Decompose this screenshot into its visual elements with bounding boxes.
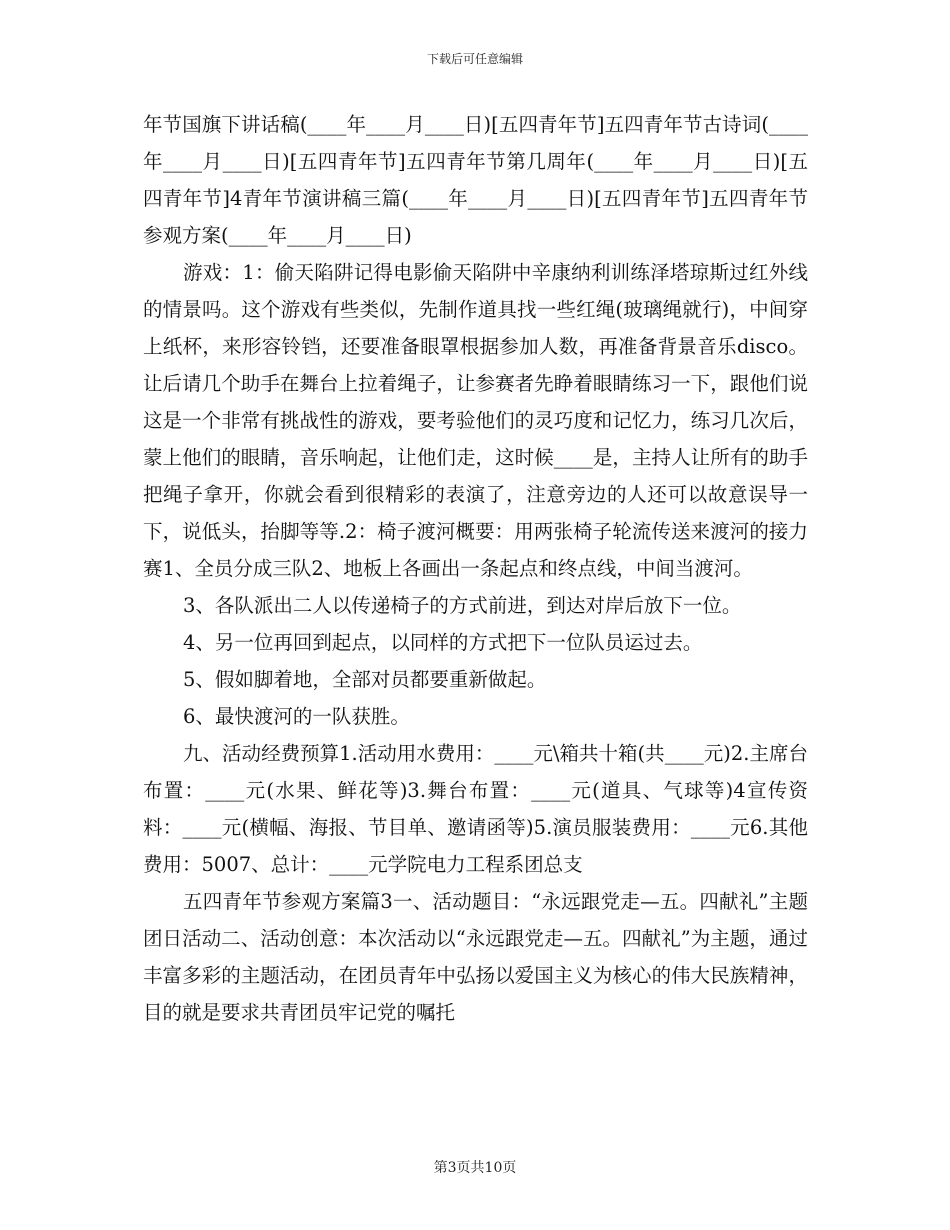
page-footer: 第3页共10页 (433, 1160, 517, 1176)
paragraph-title-list: 年节国旗下讲话稿(____年____月____日)[五四青年节]五四青年节古诗词(____年____月____日)[五四青年节]五四青年节第几周年(____年____月____日)[五四青年节]4青年节演讲稿三篇(____年____月____日)[五四青年节]五四青年节参观方案(____年____月____日) (143, 113, 808, 247)
page-header: 下载后可任意编辑 (426, 52, 523, 66)
paragraph-plan-3: 五四青年节参观方案篇3一、活动题目：“永远跟党走—五。四献礼”主题团日活动二、活动创意：本次活动以“永远跟党走—五。四献礼”为主题，通过丰富多彩的主题活动，在团员青年中弘扬以爱国主义为核心的伟大民族精神，目的就是要求共青团员牢记党的嘱托 (143, 890, 808, 1024)
paragraph-step-5: 5、假如脚着地，全部对员都要重新做起。 (183, 668, 547, 691)
document-body (143, 106, 808, 1031)
paragraph-step-3: 3、各队派出二人以传递椅子的方式前进，到达对岸后放下一位。 (183, 594, 742, 617)
paragraph-budget: 九、活动经费预算1.活动用水费用：____元\箱共十箱(共____元)2.主席台布置：____元(水果、鲜花等)3.舞台布置：____元(道具、气球等)4宣传资料：____元(横幅、海报、节目单、邀请函等)5.演员服装费用：____元6.其他费用：5007、总计：____元学院电力工程系团总支 (143, 742, 808, 876)
paragraph-games: 游戏：1：偷天陷阱记得电影偷天陷阱中辛康纳利训练泽塔琼斯过红外线的情景吗。这个游戏有些类似，先制作道具找一些红绳(玻璃绳就行)，中间穿上纸杯，来形容铃铛，还要准备眼罩根据参加人数，再准备背景音乐disco。让后请几个助手在舞台上拉着绳子，让参赛者先睁着眼睛练习一下，跟他们说这是一个非常有挑战性的游戏，要考验他们的灵巧度和记忆力，练习几次后，蒙上他们的眼睛，音乐响起，让他们走，这时候____是，主持人让所有的助手把绳子拿开，你就会看到很精彩的表演了，注意旁边的人还可以故意误导一下，说低头，抬脚等等.2：椅子渡河概要：用两张椅子轮流传送来渡河的接力赛1、全员分成三队2、地板上各画出一条起点和终点线，中间当渡河。 (143, 261, 808, 580)
paragraph-step-4: 4、另一位再回到起点，以同样的方式把下一位队员运过去。 (183, 631, 703, 654)
paragraph-step-6: 6、最快渡河的一队获胜。 (183, 705, 410, 728)
